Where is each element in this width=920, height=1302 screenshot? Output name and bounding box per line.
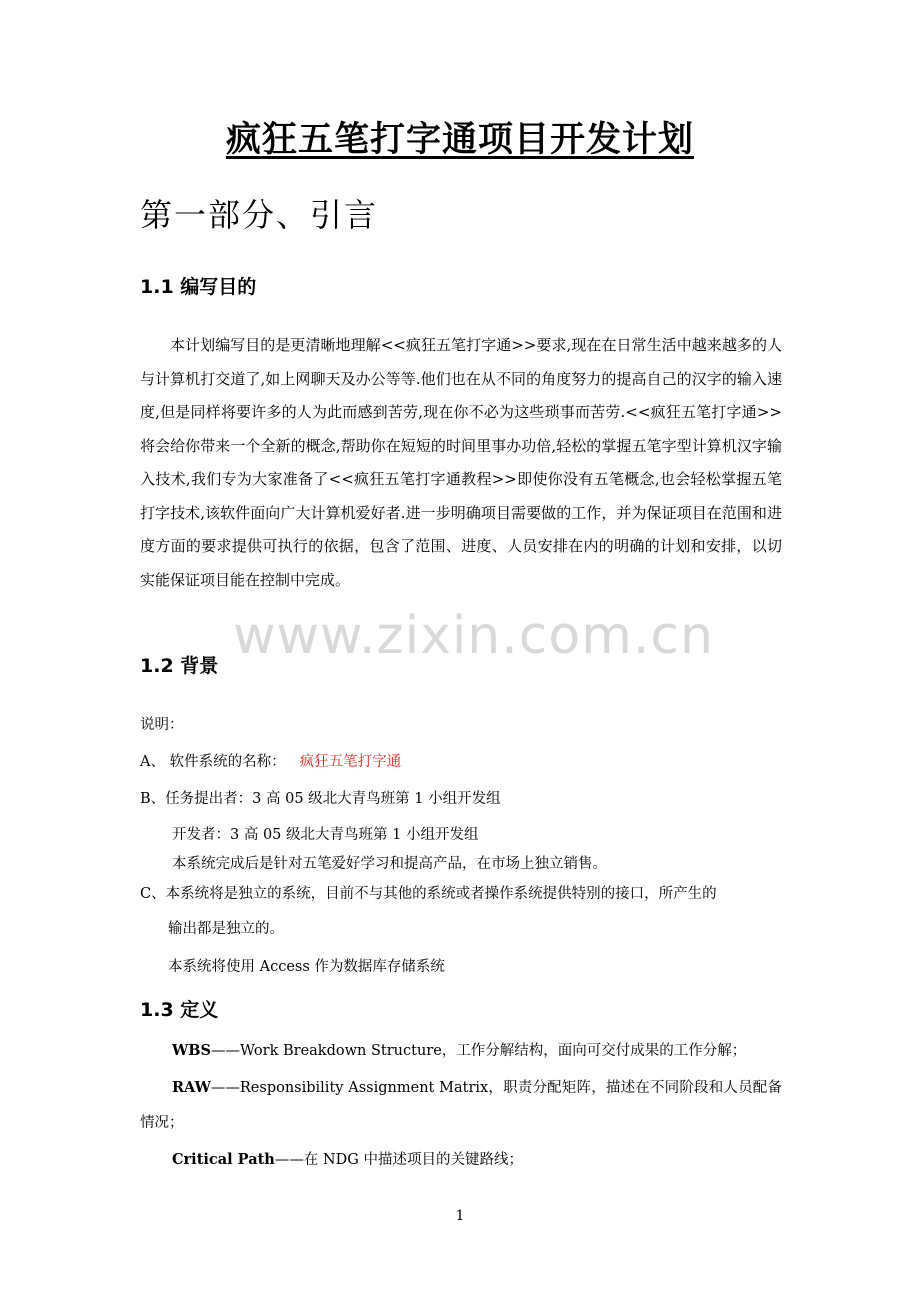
part-title: 第一部分、引言 — [140, 196, 379, 234]
definition-text: ——Responsibility Assignment Matrix，职责分配矩阵，描述在不同阶段和人员配备情况； — [140, 1080, 782, 1131]
section-1-1-paragraph: 本计划编写目的是更清晰地理解<<疯狂五笔打字通>>要求,现在在日常生活中越来越多的人与计算机打交道了,如上网聊天及办公等等.他们也在从不同的角度努力的提高自己的汉字的输入速度,但是同样将要许多的人为此而感到苦劳,现在你不必为这些琐事而苦劳.<<疯狂五笔打字通>>将会给你带来一个全新的概念,帮助你在短短的时间里事办功倍,轻松的掌握五笔字型计算机汉字输入技术,我们专为大家准备了<<疯狂五笔打字通教程>>即使你没有五笔概念,也会轻松掌握五笔打字技术,该软件面向广大计算机爱好者.进一步明确项目需要做的工作，并为保证项目在范围和进度方面的要求提供可执行的依据，包含了范围、进度、人员安排在内的明确的计划和安排，以切实能保证项目能在控制中完成。 — [140, 336, 782, 589]
definition-critical-path — [140, 1142, 782, 1178]
definition-raw — [140, 1070, 782, 1141]
watermark: www.zixin.com.cn — [233, 606, 714, 666]
item-b: B、任务提出者：3 高 05 级北大青鸟班第 1 小组开发组 — [140, 791, 501, 807]
section-1-1-heading: 1.1 编写目的 — [140, 276, 257, 298]
definition-wbs — [140, 1033, 782, 1069]
item-a — [140, 750, 401, 771]
purpose-line: 本系统完成后是针对五笔爱好学习和提高产品，在市场上独立销售。 — [172, 856, 607, 872]
database-line: 本系统将使用 Access 作为数据库存储系统 — [168, 959, 445, 975]
section-1-3-heading: 1.3 定义 — [140, 999, 219, 1021]
item-c-line-2: 输出都是独立的。 — [168, 921, 284, 937]
page-number: 1 — [455, 1208, 465, 1224]
definition-text: ——在 NDG 中描述项目的关键路线； — [274, 1152, 523, 1168]
developer-line: 开发者：3 高 05 级北大青鸟班第 1 小组开发组 — [172, 827, 479, 843]
item-a-label: A、 软件系统的名称： — [140, 754, 286, 770]
definition-term: Critical Path — [172, 1151, 275, 1168]
item-c-line-1: C、本系统将是独立的系统，目前不与其他的系统或者操作系统提供特别的接口，所产生的 — [140, 886, 717, 902]
document-title: 疯狂五笔打字通项目开发计划 — [225, 120, 694, 160]
section-1-2-heading: 1.2 背景 — [140, 655, 219, 677]
definition-term: WBS — [172, 1042, 212, 1059]
definition-text: ——Work Breakdown Structure，工作分解结构，面向可交付成果的工作分解； — [211, 1043, 747, 1059]
definition-term: RAW — [172, 1079, 211, 1096]
item-a-system-name: 疯狂五笔打字通 — [299, 754, 402, 770]
background-intro: 说明： — [140, 717, 184, 733]
